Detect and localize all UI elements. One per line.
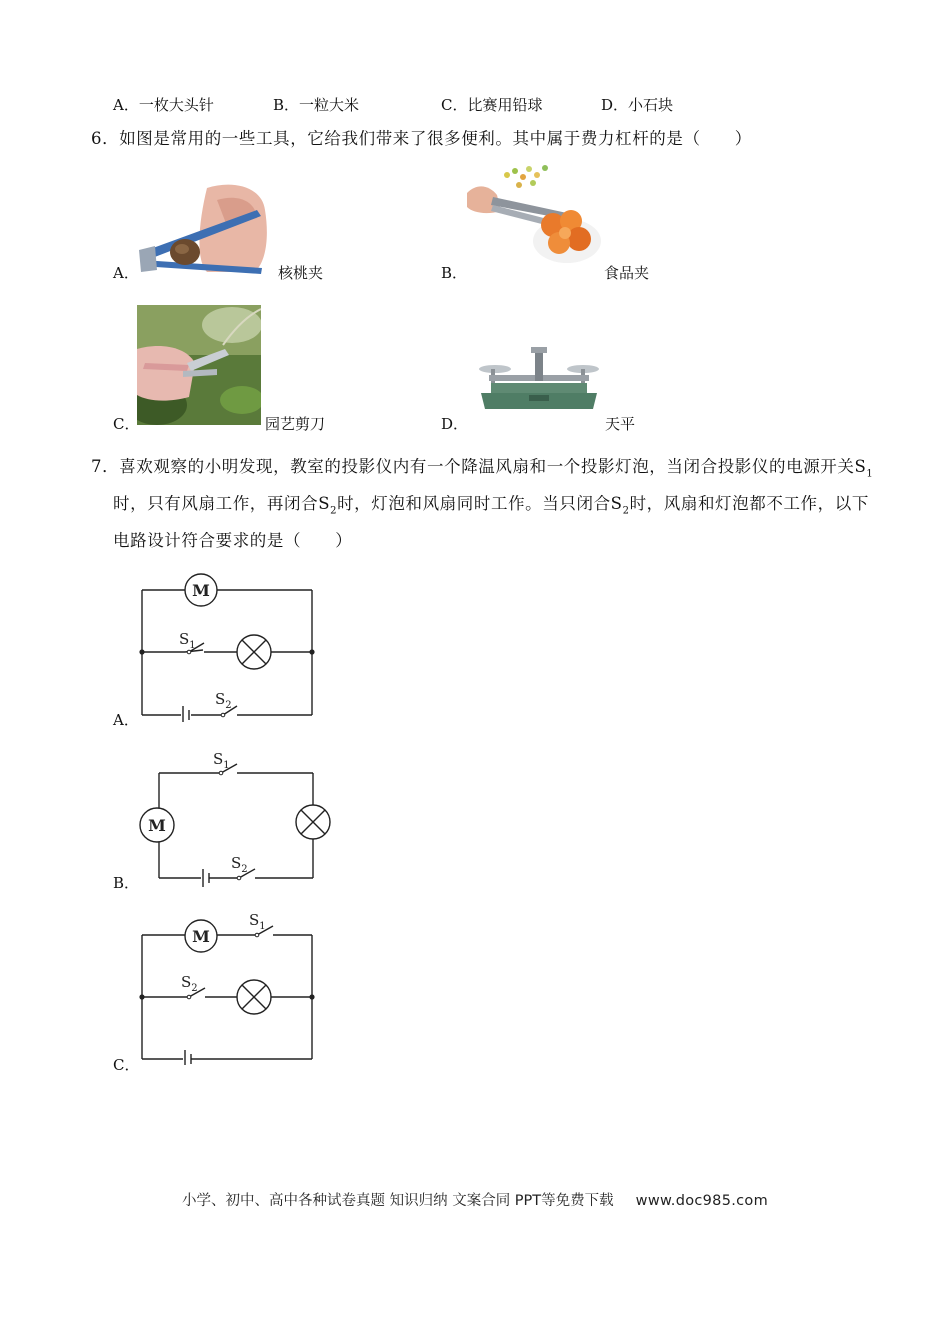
switch-s2-label: $S_2$ — [215, 690, 232, 711]
switch-s2-label: $S_2$ — [231, 854, 248, 875]
circuit-diagram-a — [135, 570, 320, 722]
footer-site-link[interactable]: www.doc985.com — [635, 1193, 769, 1209]
motor-label: M — [192, 581, 210, 600]
switch-s2-label: $S_2$ — [181, 973, 198, 994]
q5-option-d: D．小石块 — [601, 96, 674, 114]
q5-option-b: B．一粒大米 — [273, 96, 360, 114]
garden-shears-photo — [137, 305, 261, 425]
q6-option-a-letter: A． — [113, 264, 139, 282]
switch-s1-label: $S_1$ — [213, 750, 230, 771]
q5-option-c: C．比赛用铅球 — [441, 96, 543, 114]
q7-option-a-letter: A． — [113, 711, 139, 729]
q7-option-c-letter: C． — [113, 1056, 140, 1074]
nutcracker-photo — [137, 180, 277, 278]
circuit-diagram-b — [135, 748, 335, 888]
circuit-diagram-c — [135, 905, 320, 1065]
q6-option-c-letter: C． — [113, 415, 140, 433]
q7-option-b-letter: B． — [113, 874, 140, 892]
q7-stem-line1: 7．喜欢观察的小明发现，教室的投影仪内有一个降温风扇和一个投影灯泡，当闭合投影仪的电源开关$S_1$ — [91, 457, 874, 480]
q6-option-b-caption: 食品夹 — [604, 264, 650, 282]
switch-s1-label: $S_1$ — [249, 911, 266, 932]
motor-label: M — [148, 816, 166, 835]
food-tongs-photo — [467, 163, 602, 271]
q6-option-c-caption: 园艺剪刀 — [265, 415, 326, 433]
q7-stem-line3: 电路设计符合要求的是（ ） — [113, 531, 353, 550]
switch-s1-label: $S_1$ — [179, 630, 196, 651]
motor-label: M — [192, 927, 210, 946]
page-footer — [0, 1189, 950, 1210]
q6-stem: 6．如图是常用的一些工具，它给我们带来了很多便利。其中属于费力杠杆的是（ ） — [91, 129, 752, 148]
q5-option-a: A．一枚大头针 — [113, 96, 214, 114]
q6-option-b-letter: B． — [441, 264, 468, 282]
footer-text: 小学、初中、高中各种试卷真题 知识归纳 文案合同 PPT等免费下载 — [181, 1193, 614, 1209]
q7-stem-line2: 时，只有风扇工作，再闭合$S_2$时，灯泡和风扇同时工作。当只闭合$S_2$时，风扇和灯泡都不工作，以下 — [113, 494, 869, 517]
q6-option-d-letter: D． — [441, 415, 469, 433]
q6-option-d-caption: 天平 — [605, 415, 636, 433]
q6-option-a-caption: 核桃夹 — [278, 264, 324, 282]
balance-scale-photo — [475, 345, 603, 415]
